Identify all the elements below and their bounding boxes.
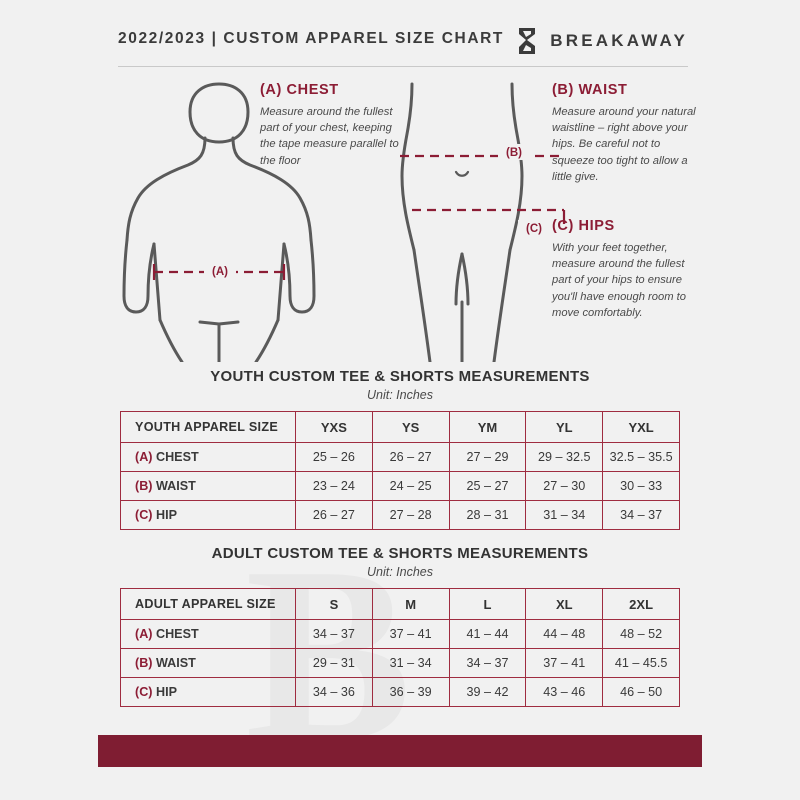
youth-row-1-val-2: 25 – 27: [449, 472, 526, 501]
adult-size-col-4: 2XL: [603, 589, 680, 620]
adult-row-0-val-1: 37 – 41: [372, 620, 449, 649]
adult-row-1-val-4: 41 – 45.5: [603, 649, 680, 678]
footer-accent-bar: [98, 735, 702, 767]
table-row: [121, 501, 680, 530]
youth-row-2-tag: (C): [135, 508, 153, 522]
callout-hips: [552, 218, 700, 321]
brand-name: BREAKAWAY: [550, 31, 688, 50]
callout-waist-title: (B) WAIST: [552, 82, 628, 98]
adult-row-2-tag: (C): [135, 685, 153, 699]
youth-row-0-val-1: 26 – 27: [372, 443, 449, 472]
callout-chest-title: (A) CHEST: [260, 82, 339, 98]
adult-row-0-tag: (A): [135, 627, 153, 641]
adult-header-label: ADULT APPAREL SIZE: [121, 589, 296, 620]
youth-row-0-tag: (A): [135, 450, 153, 464]
youth-row-2-label: [121, 501, 296, 530]
callout-waist-body: Measure around your natural waistline – right above your hips. Be careful not to squeeze too tight to allow a little give.: [552, 106, 696, 183]
adult-row-0-name: CHEST: [155, 627, 199, 641]
adult-row-1-val-1: 31 – 34: [372, 649, 449, 678]
adult-row-0-val-0: 34 – 37: [296, 620, 373, 649]
youth-row-0-val-4: 32.5 – 35.5: [603, 443, 680, 472]
breakaway-b-logo-icon: [514, 26, 540, 56]
youth-row-0-val-2: 27 – 29: [449, 443, 526, 472]
youth-section-unit: Unit: Inches: [366, 388, 433, 402]
adult-row-2-val-1: 36 – 39: [372, 678, 449, 707]
table-row: [121, 678, 680, 707]
youth-row-2-val-4: 34 – 37: [603, 501, 680, 530]
marker-a-label: (A): [212, 266, 228, 279]
youth-row-2-val-2: 28 – 31: [449, 501, 526, 530]
adult-section-title: ADULT CUSTOM TEE & SHORTS MEASUREMENTS: [211, 545, 589, 562]
adult-section: [120, 545, 680, 707]
youth-row-1-label: [121, 472, 296, 501]
youth-section: [120, 368, 680, 530]
adult-row-1-name: WAIST: [155, 656, 196, 670]
adult-row-2-val-0: 34 – 36: [296, 678, 373, 707]
youth-row-2-val-0: 26 – 27: [296, 501, 373, 530]
youth-row-2-val-1: 27 – 28: [372, 501, 449, 530]
table-header-row: [121, 589, 680, 620]
youth-row-0-val-0: 25 – 26: [296, 443, 373, 472]
adult-row-2-label: [121, 678, 296, 707]
header-divider: [118, 66, 688, 67]
youth-row-1-val-0: 23 – 24: [296, 472, 373, 501]
page-title: 2022/2023 | CUSTOM APPAREL SIZE CHART: [118, 30, 504, 47]
adult-row-2-val-2: 39 – 42: [449, 678, 526, 707]
adult-size-col-1: M: [372, 589, 449, 620]
youth-section-title: YOUTH CUSTOM TEE & SHORTS MEASUREMENTS: [210, 368, 590, 385]
youth-size-col-0: YXS: [296, 412, 373, 443]
youth-size-col-2: YM: [449, 412, 526, 443]
table-header-row: [121, 412, 680, 443]
adult-row-1-val-3: 37 – 41: [526, 649, 603, 678]
adult-row-2-val-4: 46 – 50: [603, 678, 680, 707]
youth-row-2-val-3: 31 – 34: [526, 501, 603, 530]
adult-row-0-val-4: 48 – 52: [603, 620, 680, 649]
youth-row-0-name: CHEST: [155, 450, 199, 464]
callout-hips-title: (C) HIPS: [552, 218, 615, 234]
youth-row-1-val-4: 30 – 33: [603, 472, 680, 501]
youth-size-col-1: YS: [372, 412, 449, 443]
adult-row-1-val-2: 34 – 37: [449, 649, 526, 678]
table-row: [121, 472, 680, 501]
youth-row-1-tag: (B): [135, 479, 153, 493]
adult-row-1-label: [121, 649, 296, 678]
measurement-illustration: [112, 72, 696, 360]
adult-size-col-0: S: [296, 589, 373, 620]
brand-lockup: [514, 26, 688, 56]
youth-row-1-val-1: 24 – 25: [372, 472, 449, 501]
table-row: [121, 649, 680, 678]
adult-row-0-val-3: 44 – 48: [526, 620, 603, 649]
youth-row-0-label: [121, 443, 296, 472]
callout-hips-body: With your feet together, measure around the fullest part of your hips to ensure you'll have enough room to move comfortably.: [552, 242, 686, 319]
callout-waist: [552, 82, 700, 185]
table-row: [121, 620, 680, 649]
marker-b-label: (B): [506, 147, 522, 160]
adult-size-col-3: XL: [526, 589, 603, 620]
callout-chest-body: Measure around the fullest part of your chest, keeping the tape measure parallel to the floor: [260, 106, 399, 167]
marker-c-label: (C): [526, 223, 542, 236]
adult-row-1-tag: (B): [135, 656, 153, 670]
page-header: [0, 18, 800, 70]
youth-size-col-4: YXL: [603, 412, 680, 443]
adult-section-unit: Unit: Inches: [366, 565, 433, 579]
youth-size-table: [120, 411, 680, 530]
adult-row-0-val-2: 41 – 44: [449, 620, 526, 649]
table-row: [121, 443, 680, 472]
youth-header-label: YOUTH APPAREL SIZE: [121, 412, 296, 443]
youth-size-col-3: YL: [526, 412, 603, 443]
youth-row-2-name: HIP: [155, 508, 177, 522]
adult-row-1-val-0: 29 – 31: [296, 649, 373, 678]
adult-row-0-label: [121, 620, 296, 649]
youth-row-0-val-3: 29 – 32.5: [526, 443, 603, 472]
youth-row-1-val-3: 27 – 30: [526, 472, 603, 501]
youth-row-1-name: WAIST: [155, 479, 196, 493]
adult-size-col-2: L: [449, 589, 526, 620]
callout-chest: [260, 82, 410, 169]
adult-row-2-name: HIP: [155, 685, 177, 699]
adult-row-2-val-3: 43 – 46: [526, 678, 603, 707]
adult-size-table: [120, 588, 680, 707]
